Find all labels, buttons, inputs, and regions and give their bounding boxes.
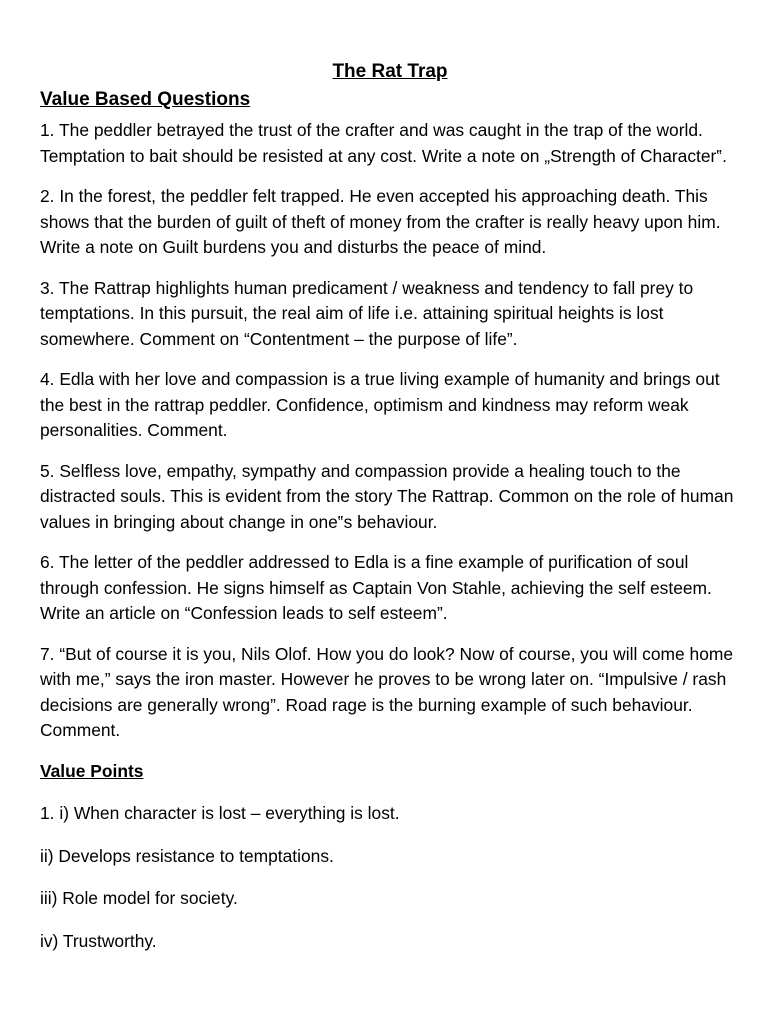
question-4: 4. Edla with her love and compassion is a true living example of humanity and brings out the best in the rattrap peddler. Confidence, optimism and kindness may reform weak personalities. Comment. xyxy=(40,369,720,440)
document-title: The Rat Trap xyxy=(332,61,448,82)
question-6: 6. The letter of the peddler addressed to Edla is a fine example of purification of soul through confession. He signs himself as Captain Von Stahle, achieving the self esteem. Write an article on “Confession leads to self esteem”. xyxy=(40,552,712,623)
question-3: 3. The Rattrap highlights human predicament / weakness and tendency to fall prey to temptations. In this pursuit, the real aim of life i.e. attaining spiritual heights is lost somewhere. Comment on “Contentment – the purpose of life”. xyxy=(40,277,694,349)
value-point-1: 1. i) When character is lost – everything is lost. xyxy=(40,803,400,823)
document-page xyxy=(40,58,740,971)
question-7: 7. “But of course it is you, Nils Olof. How you do look? Now of course, you will come home with me,” says the iron master. However he proves to be wrong later on. “Impulsive / rash decisions are generally wrong”. Road rage is the burning example of such behaviour. Comment. xyxy=(40,643,734,740)
question-1: 1. The peddler betrayed the trust of the crafter and was caught in the trap of the world. Temptation to bait should be resisted at any cost. Write a note on „Strength of Character‟. xyxy=(40,120,727,166)
value-point-4: iv) Trustworthy. xyxy=(40,930,157,951)
value-based-questions-heading: Value Based Questions xyxy=(40,89,251,110)
question-5: 5. Selfless love, empathy, sympathy and compassion provide a healing touch to the distracted souls. This is evident from the story The Rattrap. Common on the role of human values in bringing about change in one‟s behaviour. xyxy=(40,460,734,532)
question-2: 2. In the forest, the peddler felt trapped. He even accepted his approaching death. This shows that the burden of guilt of theft of money from the crafter is really heavy upon him. Write a note on Guilt burdens you and disturbs the peace of mind. xyxy=(40,186,721,257)
value-points-heading: Value Points xyxy=(40,760,144,781)
value-point-3: iii) Role model for society. xyxy=(40,888,238,908)
value-point-2: ii) Develops resistance to temptations. xyxy=(40,845,334,866)
